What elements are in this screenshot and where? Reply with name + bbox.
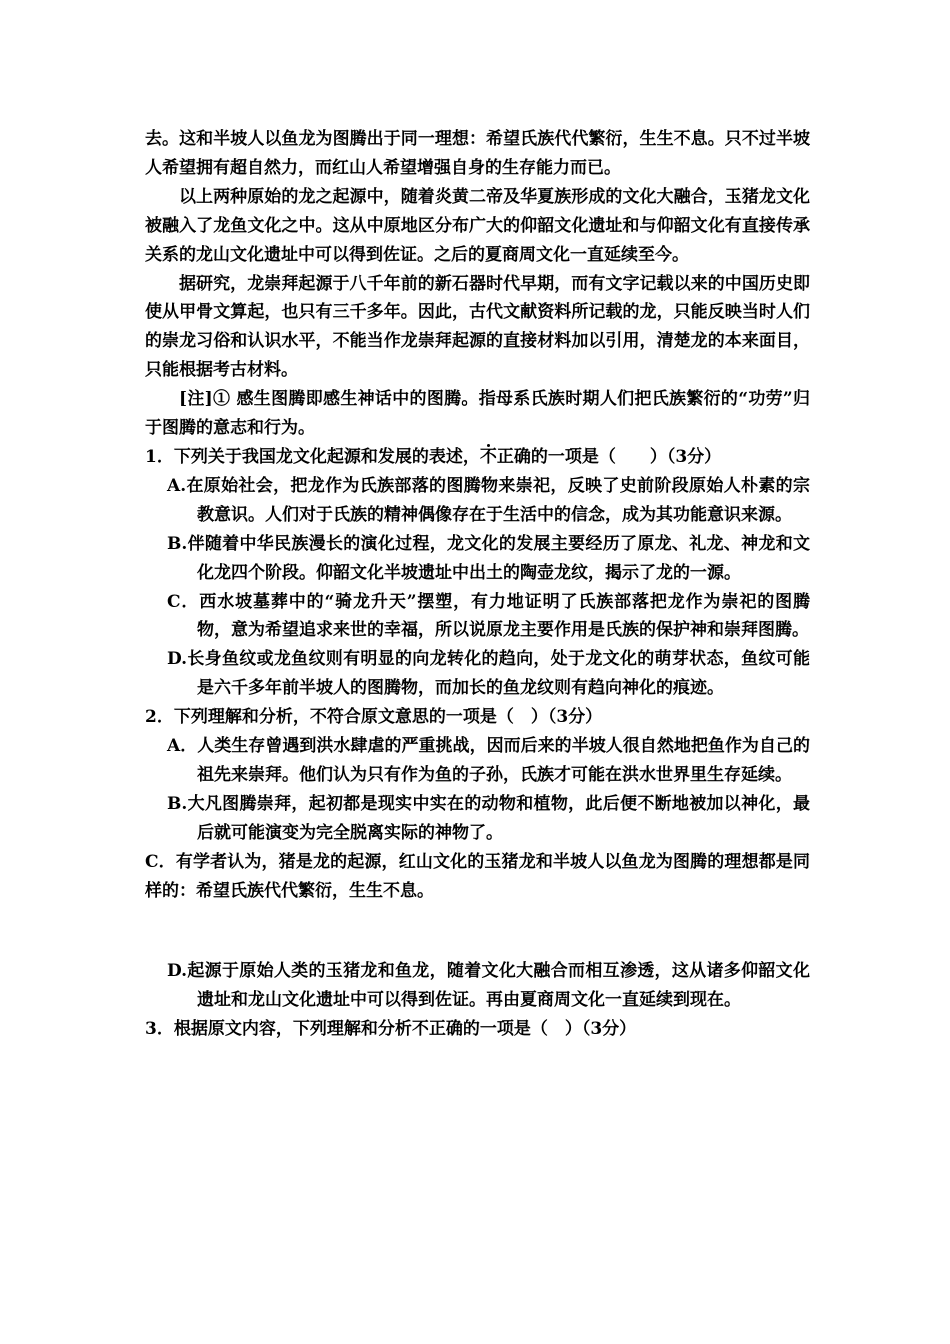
question-1-stem-before: 1．下列关于我国龙文化起源和发展的表述，: [145, 446, 480, 467]
question-1-stem-after: 正确的一项是（ ）（3分）: [496, 446, 722, 467]
note: [注]① 感生图腾即感生神话中的图腾。指母系氏族时期人们把氏族繁衍的“功劳”归于图腾的意志和行为。: [145, 389, 810, 439]
document-body: [145, 125, 810, 1044]
question-2-option-b: B.大凡图腾崇拜，起初都是现实中实在的动物和植物，此后便不断地被加以神化，最后就可能演变为完全脱离实际的神物了。: [167, 793, 810, 843]
paragraph-1: 去。这和半坡人以鱼龙为图腾出于同一理想：希望氏族代代繁衍，生生不息。只不过半坡人希望拥有超自然力，而红山人希望增强自身的生存能力而已。: [145, 129, 810, 178]
question-1-option-b: B.伴随着中华民族漫长的演化过程，龙文化的发展主要经历了原龙、礼龙、神龙和文化龙四个阶段。仰韶文化半坡遗址中出土的陶壶龙纹，揭示了龙的一源。: [167, 533, 810, 583]
question-3-stem: 3．根据原文内容，下列理解和分析不正确的一项是（ ）（3分）: [145, 1019, 637, 1040]
paragraph-2: 以上两种原始的龙之起源中，随着炎黄二帝及华夏族形成的文化大融合，玉猪龙文化被融入了龙鱼文化之中。这从中原地区分布广大的仰韶文化遗址和与仰韶文化有直接传承关系的龙山文化遗址中可以得到佐证。之后的夏商周文化一直延续至今。: [145, 186, 810, 265]
question-1-stem: [145, 443, 810, 472]
question-1-option-a: A.在原始社会，把龙作为氏族部落的图腾物来崇祀，反映了史前阶段原始人朴素的宗教意识。人们对于氏族的精神偶像存在于生活中的信念，成为其功能意识来源。: [167, 475, 810, 525]
question-1-option-c: C．西水坡墓葬中的“骑龙升天”摆塑，有力地证明了氏族部落把龙作为崇祀的图腾物，意为希望追求来世的幸福，所以说原龙主要作用是氏族的保护神和崇拜图腾。: [167, 591, 810, 641]
question-1-option-d: D.长身鱼纹或龙鱼纹则有明显的向龙转化的趋向，处于龙文化的萌芽状态，鱼纹可能是六千多年前半坡人的图腾物，而加长的鱼龙纹则有趋向神化的痕迹。: [167, 649, 810, 699]
blank-gap: [145, 905, 810, 957]
emphasis-not: 不: [479, 446, 497, 467]
question-2-option-c: C．有学者认为，猪是龙的起源，红山文化的玉猪龙和半坡人以鱼龙为图腾的理想都是同样的：希望氏族代代繁衍，生生不息。: [145, 851, 810, 901]
question-2-option-d: D.起源于原始人类的玉猪龙和鱼龙，随着文化大融合而相互渗透，这从诸多仰韶文化遗址和龙山文化遗址中可以得到佐证。再由夏商周文化一直延续到现在。: [167, 961, 810, 1011]
question-2-option-a: A．人类生存曾遇到洪水肆虐的严重挑战，因而后来的半坡人很自然地把鱼作为自己的祖先来崇拜。他们认为只有作为鱼的子孙，氏族才可能在洪水世界里生存延续。: [167, 736, 810, 785]
question-2-stem: 2．下列理解和分析，不符合原文意思的一项是（ ）（3分）: [145, 707, 603, 728]
paragraph-3: 据研究，龙崇拜起源于八千年前的新石器时代早期，而有文字记载以来的中国历史即使从甲骨文算起，也只有三千多年。因此，古代文献资料所记载的龙，只能反映当时人们的崇龙习俗和认识水平，不能当作龙崇拜起源的直接材料加以引用，清楚龙的本来面目，只能根据考古材料。: [145, 273, 810, 381]
